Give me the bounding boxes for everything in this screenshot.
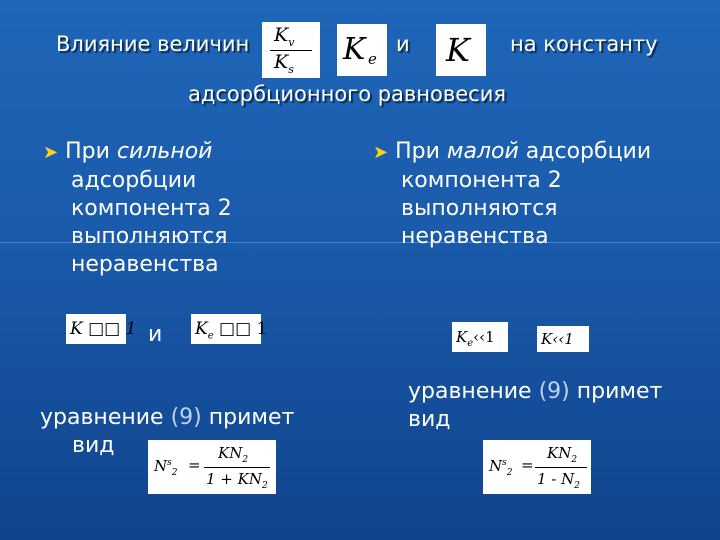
- right-bullet-prefix: При: [395, 139, 447, 164]
- left-line-3: выполняются: [71, 224, 228, 249]
- right-equation-caption: уравнение (9) примет вид: [408, 379, 663, 432]
- right-line-2: выполняются: [401, 196, 558, 221]
- fraction-denominator: $K_s$: [274, 51, 294, 76]
- right-inequality-ke: $K_e‹‹1$: [452, 322, 508, 352]
- left-line-2: компонента 2: [71, 196, 232, 221]
- title-fraction-kv-ks: [262, 22, 320, 78]
- formula-lhs: $N^s_2$: [154, 457, 178, 478]
- arrowhead-bullet-icon: ➤: [43, 142, 59, 163]
- title-line2: адсорбционного равновесия: [188, 82, 506, 106]
- formula-equals: =: [521, 456, 534, 474]
- formula-denominator: $1 - N_2$: [537, 470, 581, 491]
- title-and: и: [396, 32, 410, 56]
- right-bullet: [373, 138, 703, 251]
- title-ke-symbol: K e: [337, 24, 387, 76]
- formula-bar: [535, 467, 587, 468]
- title-suffix: на константу: [510, 32, 658, 56]
- title-k-symbol: K: [436, 24, 486, 76]
- formula-numerator: $KN_2$: [547, 444, 578, 465]
- left-inequality-ke: $K_e$ □□ 1: [191, 314, 261, 344]
- left-inequality-and: и: [148, 322, 163, 347]
- formula-numerator: $KN_2$: [218, 444, 249, 465]
- formula-lhs: $N^s_2$: [489, 457, 513, 478]
- left-bullet: [43, 138, 333, 279]
- left-equation-caption: уравнение (9) примет вид: [40, 405, 295, 458]
- right-bullet-suffix: адсорбции: [518, 139, 652, 164]
- right-line-1: компонента 2: [401, 168, 562, 193]
- right-formula: [483, 440, 591, 494]
- title-prefix: Влияние величин: [56, 32, 250, 56]
- right-line-3: неравенства: [401, 224, 549, 249]
- formula-equals: =: [188, 456, 201, 474]
- left-bullet-prefix: При: [65, 139, 117, 164]
- left-line-4: неравенства: [71, 252, 219, 277]
- right-bullet-emph: малой: [446, 139, 519, 164]
- left-formula: [148, 440, 276, 494]
- arrowhead-bullet-icon: ➤: [373, 142, 389, 163]
- formula-bar: [204, 467, 270, 468]
- fraction-numerator: $K_v$: [274, 24, 295, 49]
- left-inequality-k: K □□ 1: [66, 314, 126, 344]
- right-inequality-k: K‹‹1: [537, 326, 589, 352]
- left-bullet-emph: сильной: [116, 139, 213, 164]
- formula-denominator: $1 + KN_2$: [206, 470, 268, 491]
- left-line-1: адсорбции: [71, 168, 197, 193]
